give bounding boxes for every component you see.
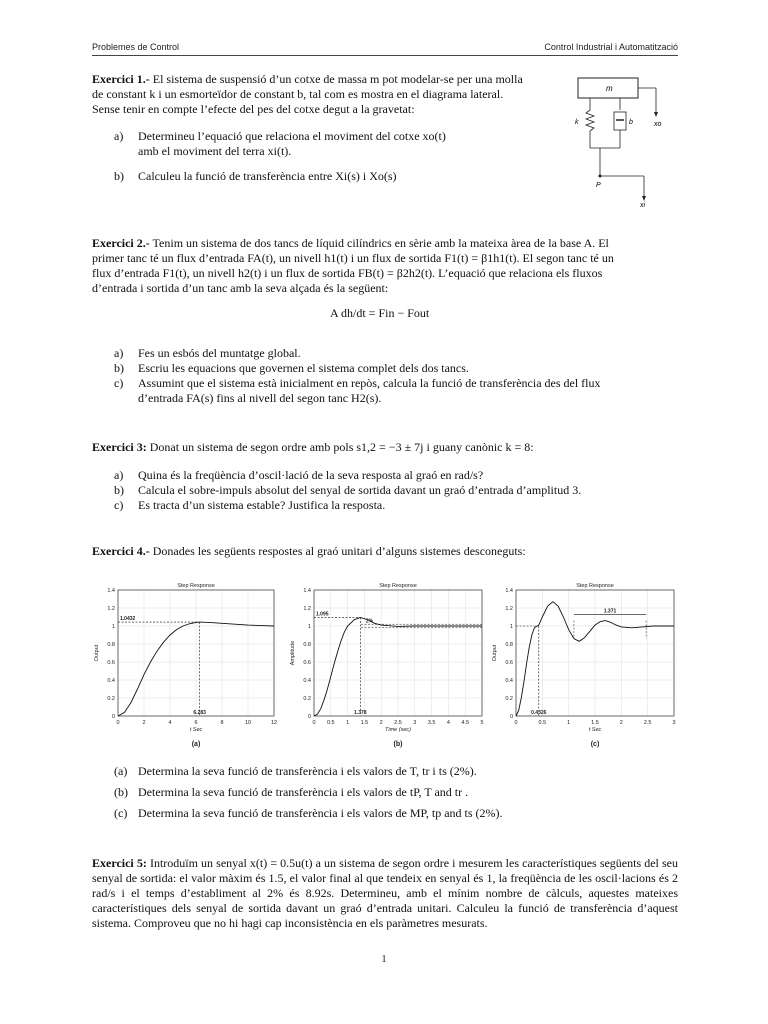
y-tick-label: 0.6 (505, 660, 513, 666)
y-tick-label: 0.6 (303, 660, 311, 666)
y-tick-label: 1 (111, 624, 115, 630)
exercise-4-item-c: (c) Determina la seva funció de transferència i els valors de MP, tp and ts (2%). (114, 806, 503, 820)
exercise-2-item-c: c) Assumint que el sistema està inicialment en repòs, calcula la funció de transferència des del flux d’entrada FA(s) fins al nivell del segon tanc H2(s). (114, 376, 601, 405)
exercise-1-text-2: de constant k i un esmorteïdor de constant b, tal com es mostra en el diagrama lateral. (92, 87, 504, 101)
x-tick-label: 1.5 (360, 720, 369, 726)
x-tick-label: 2.5 (643, 720, 652, 726)
point-label: P (596, 182, 601, 189)
x-tick-label: 2 (142, 720, 146, 726)
exercise-2: Exercici 2.- Tenim un sistema de dos tancs de líquid cilíndrics en sèrie amb la mateixa àrea de la base A. El primer tanc té un flux d’entrada FA(t), un nivell h1(t) i un flux de sortida F1(t) = β1h1(t). El segon tanc té un flux d’entrada F1(t), un nivell h2(t) i un flux de sortida FB(t) = β2h2(t). L’equació que relaciona els fluxos d’entrada i sortida d’un tanc amb la seva alçada és la següent: (92, 236, 614, 295)
damper-icon (614, 112, 626, 130)
band-label: 2% (365, 618, 374, 625)
chart-label: (b) (393, 741, 403, 748)
header-left: Problemes de Control (92, 42, 180, 52)
exercise-4-title: Exercici 4.- (92, 544, 150, 558)
chart-title: Step Response (379, 583, 417, 589)
x-tick-label: 4 (168, 720, 172, 726)
spring-label: k (575, 119, 579, 126)
x-tick-label: 3.5 (427, 720, 436, 726)
mass-label: m (606, 84, 613, 93)
rise-time-label: 0.4326 (531, 710, 547, 716)
tank-equation: A dh/dt = Fin − Fout (330, 306, 430, 320)
exercise-3: Exercici 3: Donat un sistema de segon ordre amb pols s1,2 = −3 ± 7j i guany canònic k = 8: a) Quina és la freqüència d’oscil·lació de la seva resposta al graó en rad/s? b) Calcula el sobre-impuls absolut del senyal de sortida davant un graó d’entrada d’amplitud 3. c) Es tracta d’un sistema estable? Justifica la resposta. (92, 440, 678, 513)
exercise-3-title: Exercici 3: (92, 440, 147, 454)
y-axis-label: Amplitude (290, 640, 296, 666)
x-tick-label: 4 (446, 720, 450, 726)
chart-title: Step Response (177, 583, 215, 589)
x-tick-label: 4.5 (461, 720, 470, 726)
exercise-4-item-a: (a) Determina la seva funció de transferència i els valors de T, tr i ts (2%). (114, 764, 477, 778)
y-tick-label: 0.2 (107, 696, 115, 702)
y-tick-label: 0.4 (107, 678, 115, 684)
y-tick-label: 0 (307, 714, 311, 720)
exercise-5: Exercici 5: Introduïm un senyal x(t) = 0.5u(t) a un sistema de segon ordre i mesurem les característiques següents del seu senyal de sortida: el valor màxim és 1.5, el valor final al que tendeix en senyal és 1, la freqüència de les oscil·lacions és 2 rad/s i el temps d’establiment al 2% és 8.92s. Determineu, amb el mínim nombre de càlculs, aquestes mateixes característiques dels senyal de sortida davant un graó d’entrada unitari. Calculeu la funció de transferència d’aquest sistema. Comproveu que no hi hagi cap inconsistència en els paràmetres mesurats. (92, 856, 678, 930)
exercise-4-item-b: (b) Determina la seva funció de transferència i els valors de tP, T and tr . (114, 785, 469, 799)
page-header (92, 42, 678, 56)
y-tick-label: 1.2 (107, 606, 115, 612)
damper-label: b (629, 119, 633, 126)
x-tick-label: 12 (270, 720, 278, 726)
x-tick-label: 8 (220, 720, 224, 726)
y-tick-label: 0.8 (303, 642, 311, 648)
peak-value-label: 1.095 (316, 611, 329, 618)
x-tick-label: 0.5 (538, 720, 547, 726)
x-tick-label: 5 (480, 720, 484, 726)
y-tick-label: 1 (509, 624, 513, 630)
x-axis-label: t Sec (189, 727, 203, 733)
spring-icon (586, 110, 594, 131)
period-label: 1.371 (603, 608, 617, 615)
y-tick-label: 0 (509, 714, 513, 720)
y-tick-label: 0.4 (303, 678, 311, 684)
x-tick-label: 10 (244, 720, 252, 726)
exercise-5-title: Exercici 5: (92, 856, 147, 870)
chart-title: Step Response (576, 583, 614, 589)
exercise-3-item-c: c) Es tracta d’un sistema estable? Justifica la resposta. (114, 498, 386, 512)
chart-label: (a) (191, 741, 201, 748)
x-tick-label: 0 (116, 720, 120, 726)
y-tick-label: 0.4 (505, 678, 513, 684)
header-rule (92, 55, 678, 56)
exercise-1-text-3: Sense tenir en compte l’efecte del pes del cotxe degut a la gravetat: (92, 102, 415, 116)
y-axis-label: Output (492, 644, 498, 662)
header-right: Control Industrial i Automatització (544, 42, 678, 52)
y-tick-label: 1.2 (505, 606, 513, 612)
x-axis-label: Time (sec) (385, 727, 411, 733)
exercise-3-item-b: b) Calcula el sobre-impuls absolut del senyal de sortida davant un graó d’entrada d’amplitud 3. (114, 483, 582, 497)
x-tick-label: 1 (346, 720, 350, 726)
y-tick-label: 1.4 (107, 588, 115, 594)
x-tick-label: 0 (514, 720, 518, 726)
page-number: 1 (381, 954, 387, 965)
exercise-3-item-a: a) Quina és la freqüència d’oscil·lació de la seva resposta al graó en rad/s? (114, 468, 484, 482)
x-tick-label: 0 (312, 720, 316, 726)
y-tick-label: 1.2 (303, 606, 311, 612)
y-tick-label: 0.2 (303, 696, 311, 702)
exercise-2-item-b: b) Escriu les equacions que governen el sistema complet dels dos tancs. (114, 361, 469, 375)
x-tick-label: 3 (413, 720, 417, 726)
step-response-plots (86, 580, 686, 752)
x-axis-label: t Sec (588, 727, 602, 733)
peak-time-label: 1.378 (354, 710, 367, 716)
y-tick-label: 1 (307, 624, 311, 630)
y-tick-label: 0.8 (505, 642, 513, 648)
x-tick-label: 1.5 (591, 720, 599, 726)
output-label: xo (654, 121, 662, 128)
x-tick-label: 1 (567, 720, 571, 726)
exercise-2-title: Exercici 2.- (92, 236, 150, 250)
x-tick-label: 6 (194, 720, 198, 726)
input-label: xi (640, 202, 646, 209)
exercise-1 (92, 72, 542, 184)
y-tick-label: 0.8 (107, 642, 115, 648)
exercise-4-items (92, 764, 678, 821)
chart-label: (c) (590, 741, 600, 748)
suspension-diagram (564, 76, 664, 210)
peak-value-label: 1.0432 (120, 616, 136, 623)
y-tick-label: 1.4 (303, 588, 311, 594)
exercise-2-items (92, 346, 678, 406)
exercise-2-item-a: a) Fes un esbós del muntatge global. (114, 346, 301, 360)
exercise-1-title: Exercici 1.- (92, 72, 150, 86)
peak-time-label: 6.283 (193, 710, 206, 716)
x-tick-label: 2 (379, 720, 383, 726)
x-tick-label: 2.5 (394, 720, 402, 726)
x-tick-label: 0.5 (326, 720, 335, 726)
exercise-1-item-b: b) Calculeu la funció de transferència entre Xi(s) i Xo(s) (114, 169, 397, 183)
y-axis-label: Output (94, 644, 100, 662)
exercise-1-text-1: El sistema de suspensió d’un cotxe de massa m pot modelar-se per una molla (149, 72, 523, 86)
exercise-1-item-a: a) Determineu l’equació que relaciona el moviment del cotxe xo(t) amb el moviment del terra xi(t). (114, 129, 446, 158)
exercise-4: Exercici 4.- Donades les següents respostes al graó unitari d’alguns sistemes desconeguts: (92, 544, 526, 558)
y-tick-label: 0.6 (107, 660, 115, 666)
x-tick-label: 2 (619, 720, 623, 726)
y-tick-label: 0 (111, 714, 115, 720)
x-tick-label: 3 (672, 720, 676, 726)
y-tick-label: 1.4 (505, 588, 513, 594)
y-tick-label: 0.2 (505, 696, 513, 702)
